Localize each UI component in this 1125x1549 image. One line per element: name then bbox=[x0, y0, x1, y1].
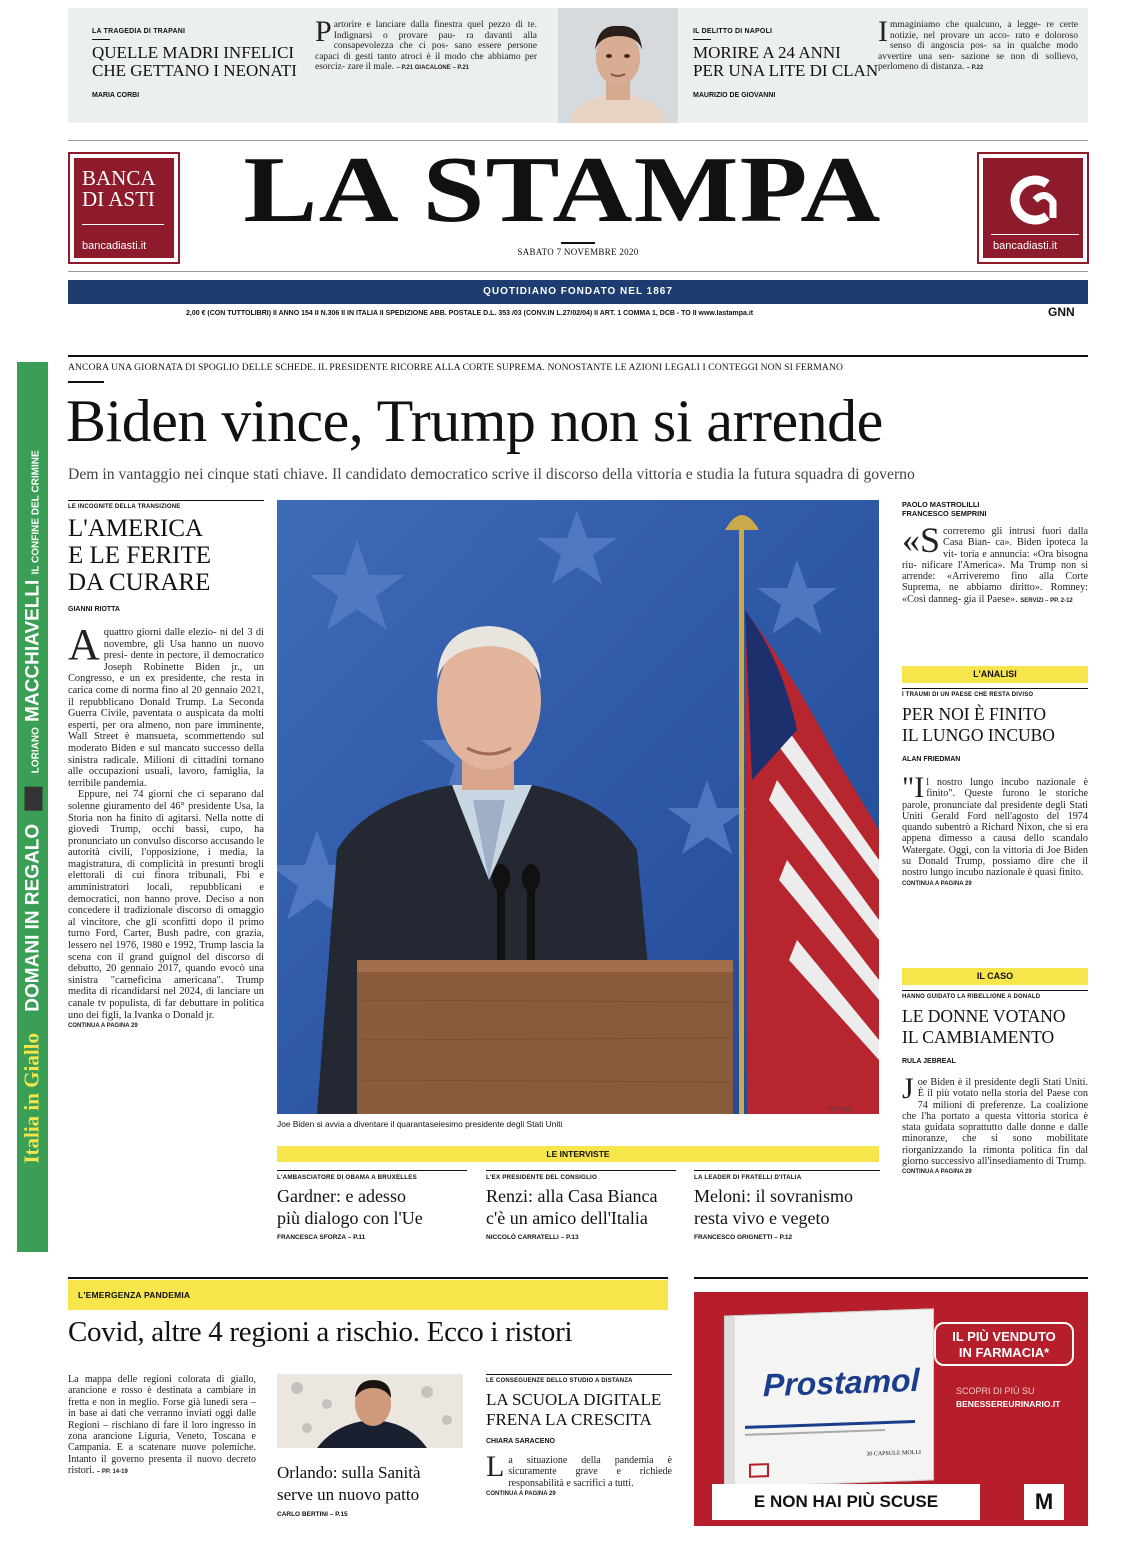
photo-caption-bar: Joe Biden si avvia a diventare il quarantaseiesimo presidente degli Stati Uniti REUTERS bbox=[277, 1114, 879, 1128]
article-title: Meloni: il sovranismo resta vivo e vegeto bbox=[694, 1186, 853, 1228]
article-byline: FRANCESCO GRIGNETTI – P.12 bbox=[694, 1234, 793, 1241]
orlando-photo bbox=[277, 1374, 463, 1448]
article-byline: RULA JEBREAL bbox=[902, 1058, 956, 1065]
photo-credit: REUTERS bbox=[827, 1107, 851, 1113]
divider bbox=[694, 1277, 1088, 1279]
teaser-headline: MORIRE A 24 ANNI PER UNA LITE DI CLAN bbox=[693, 43, 879, 80]
ad-banca-di-asti-right[interactable] bbox=[977, 152, 1089, 264]
article-body: "Il nostro lungo incubo nazionale è finito". Queste furono le storiche parole, pronunciate dal presidente degli Stati Uniti Gerald Ford nell'agosto del 1974 quando subentrò a Richard Nixon, che si era appena dimesso a causa dello scandalo Watergate. Oggi, con la vittoria di Joe Biden su Donald Trump, possiamo dire che il nostro lungo incubo nazionale è quasi finito. CONTINUA A PAGINA 29 bbox=[902, 771, 1088, 887]
teaser-kicker: IL DELITTO DI NAPOLI bbox=[693, 28, 773, 35]
divider bbox=[68, 355, 1088, 357]
product-box: Prostamol 30 CAPSULE MOLLI bbox=[724, 1308, 934, 1487]
article-title: Gardner: e adesso più dialogo con l'Ue bbox=[277, 1186, 423, 1228]
article-title: PER NOI È FINITO IL LUNGO INCUBO bbox=[902, 704, 1055, 745]
lead-headline[interactable]: Biden vince, Trump non si arrende bbox=[66, 388, 883, 454]
divider bbox=[991, 234, 1079, 235]
teaser-headline: QUELLE MADRI INFELICI CHE GETTANO I NEONATI bbox=[92, 43, 297, 80]
biden-photo bbox=[277, 500, 879, 1114]
ad-url: bancadiasti.it bbox=[82, 240, 147, 252]
ad-tagline-box: E NON HAI PIÙ SCUSE bbox=[712, 1484, 980, 1520]
divider bbox=[92, 39, 110, 40]
teaser-kicker: LA TRAGEDIA DI TRAPANI bbox=[92, 28, 186, 35]
divider bbox=[693, 39, 711, 40]
article-title: Renzi: alla Casa Bianca c'è un amico dell'Italia bbox=[486, 1186, 658, 1228]
top-teasers-strip bbox=[68, 8, 1088, 123]
article-bylines: PAOLO MASTROLILLI FRANCESCO SEMPRINI bbox=[902, 500, 987, 518]
interview-renzi[interactable] bbox=[486, 1170, 676, 1241]
section-bar-caso: IL CASO bbox=[902, 968, 1088, 985]
article-title: L'AMERICA E LE FERITE DA CURARE bbox=[68, 515, 212, 596]
interview-meloni[interactable] bbox=[694, 1170, 880, 1241]
price-info-line: 2,00 € (CON TUTTOLIBRI) II ANNO 154 II N.306 II IN ITALIA II SPEDIZIONE ABB. POSTALE D.L. 353 /03 (CONV.IN L.27/02/04) II ART. 1 COMMA 1, DCB - TO II www.lastampa.it bbox=[186, 310, 754, 317]
interview-gardner[interactable] bbox=[277, 1170, 467, 1241]
side-banner-text: Italia in Giallo DOMANI IN REGALO LORIANO MACCHIAVELLI IL CONFINE DEL CRIMINE bbox=[19, 450, 44, 1164]
article-body: Aquattro giorni dalle elezio- ni del 3 di novembre, gli Usa hanno un nuovo presi- dente in pectore, il democratico Joseph Robinette Biden jr., un Congresso, e un ex presidente, che resta in carica come di norma fino al 20 gennaio 2021, il repubblicano Donald Trump. La Seconda Guerra Civile, paventata o auspicata da molti esperti, per ora almeno, non pare imminente, Wall Street è mansueta, scommettendo sul moderato Biden e sul mancato successo della sinistra radicale. Milioni di cittadini tornano alle occupazioni usuali, lavoro, famiglia, la terribile pandemia. Eppure, nei 74 giorni che ci separano dal solenne giuramento del 46° presidente Usa, la Storia non ha finito di agitarsi. Nella notte di giovedì Trump, occhi bassi, cupo, ha pronunciato un convulso discorso accusando le autorità civili, l'opposizione, i media, la magistratura, di complicità in presunti brogli elettorali di cui finora tribunali, Fbi e amministratori locali, repubblicani e democratici, non hanno prove. Deciso a non concedere il tradizionale discorso di omaggio al vincitore, che gli sconfitti dopo il primo turno Ford, Carter, Bush padre, con grazia, lessero nel 1976, 1980 e 1992, Trump lascia la scena con il grand guignol del discorso di debutto, 20 gennaio 2017, quando evocò una sinistra "carneficina americana". Trump medita di ricandidarsi nel 2024, di lanciare un canale tv populista, di far debuttare in politica uno dei figli, la Ivanka o Donald jr. CONTINUA A PAGINA 29 bbox=[68, 620, 264, 1030]
article-kicker: LE CONSEGUENZE DELLO STUDIO A DISTANZA bbox=[486, 1374, 672, 1384]
article-byline: CARLO BERTINI – P.15 bbox=[277, 1511, 348, 1518]
ad-badge: IL PIÙ VENDUTO IN FARMACIA* bbox=[934, 1322, 1074, 1366]
gnn-logo: GNN bbox=[1048, 305, 1075, 319]
article-kicker: L'EX PRESIDENTE DEL CONSIGLIO bbox=[486, 1170, 676, 1181]
article-kicker: I TRAUMI DI UN PAESE CHE RESTA DIVISO bbox=[902, 688, 1088, 698]
right-column-top[interactable] bbox=[902, 500, 1088, 607]
left-column-article[interactable] bbox=[68, 500, 264, 1033]
teaser-byline: MAURIZIO DE GIOVANNI bbox=[693, 92, 776, 99]
teaser-text: I mmaginiamo che qualcuno, a legge- re certe notizie, nel provare un acco- rato e doloroso senso di angoscia pos- sa in qualche modo avvertire una sen- sazione se non di sollievo, perlomeno di distanza. – P.22 bbox=[878, 15, 1078, 73]
article-byline: GIANNI RIOTTA bbox=[68, 606, 120, 613]
quote-body: «Scorreremo gli intrusi fuori dalla Casa Bian- ca». Biden ipoteca la vit- toria e annuncia: «Ora bisogna riu- nificare l'America». Ma Trump non si arrende: «Arriveremo fino alla Corte Suprema, ne abbiamo diritto». Romney: «Così danneg- gia il Paese». SERVIZI – PP. 2-12 bbox=[902, 520, 1089, 605]
article-body: La situazione della pandemia è sicuramente grave e richiede responsabilità e sacrifici a tutti. CONTINUA A PAGINA 29 bbox=[486, 1450, 672, 1498]
article-title: Orlando: sulla Sanità serve un nuovo patto bbox=[277, 1463, 421, 1504]
issue-date: SABATO 7 NOVEMBRE 2020 bbox=[517, 247, 639, 257]
book-cover-icon bbox=[24, 787, 42, 811]
section-bar-interviste: LE INTERVISTE bbox=[277, 1146, 879, 1162]
article-kicker: LE INCOGNITE DELLA TRANSIZIONE bbox=[68, 500, 264, 510]
divider bbox=[68, 381, 104, 383]
article-byline: FRANCESCA SFORZA – P.11 bbox=[277, 1234, 366, 1241]
ad-url: bancadiasti.it bbox=[993, 240, 1058, 252]
article-byline: NICCOLÒ CARRATELLI – P.13 bbox=[486, 1234, 579, 1241]
article-byline: CHIARA SARACENO bbox=[486, 1438, 555, 1445]
scuola-article[interactable] bbox=[486, 1374, 672, 1501]
portrait-photo bbox=[558, 8, 678, 123]
covid-headline[interactable]: Covid, altre 4 regioni a rischio. Ecco i ristori bbox=[68, 1316, 573, 1348]
article-byline: ALAN FRIEDMAN bbox=[902, 756, 961, 763]
teaser-byline: MARIA CORBI bbox=[92, 92, 140, 99]
divider bbox=[68, 1277, 668, 1279]
orlando-article[interactable] bbox=[277, 1462, 467, 1518]
caso-article[interactable] bbox=[902, 990, 1088, 1179]
divider bbox=[561, 242, 595, 244]
lead-deck: Dem in vantaggio nei cinque stati chiave. Il candidato democratico scrive il discorso della vittoria e studia la futura squadra di governo bbox=[68, 466, 915, 483]
article-kicker: L'AMBASCIATORE DI OBAMA A BRUXELLES bbox=[277, 1170, 467, 1181]
founded-bar: QUOTIDIANO FONDATO NEL 1867 bbox=[68, 280, 1088, 304]
maker-logo: M bbox=[1024, 1484, 1064, 1520]
section-bar-analisi: L'ANALISI bbox=[902, 666, 1088, 683]
side-banner-promo[interactable] bbox=[17, 362, 48, 1252]
article-kicker: HANNO GUIDATO LA RIBELLIONE A DONALD bbox=[902, 990, 1088, 1000]
teaser-trapani[interactable] bbox=[92, 28, 312, 99]
ad-discover: SCOPRI DI PIÙ SU bbox=[956, 1386, 1035, 1396]
teaser-text: P artorire e lanciare dalla finestra quel pezzo di te. Indignarsi o provare pau- ra davanti alla consapevolezza che ci pos- sano essere persone capaci di gesti tanto atroci è il modo che abbiamo per esorciz- zare il male. – P.21 GIACALONE – P.21 bbox=[315, 15, 537, 73]
ad-site[interactable]: BENESSEREURINARIO.IT bbox=[956, 1399, 1061, 1409]
product-brand: Prostamol bbox=[763, 1361, 920, 1404]
lead-overline: ANCORA UNA GIORNATA DI SPOGLIO DELLE SCHEDE. IL PRESIDENTE RICORRE ALLA CORTE SUPREMA. NONOSTANTE LE AZIONI LEGALI I CONTEGGI NON SI FERMANO bbox=[68, 362, 844, 373]
article-kicker: LA LEADER DI FRATELLI D'ITALIA bbox=[694, 1170, 880, 1181]
teaser-napoli[interactable] bbox=[693, 28, 883, 99]
analisi-article[interactable] bbox=[902, 688, 1088, 890]
ad-prostamol[interactable] bbox=[694, 1292, 1088, 1526]
article-title: LE DONNE VOTANO IL CAMBIAMENTO bbox=[902, 1006, 1066, 1047]
ad-bank-name: BANCA DI ASTI bbox=[82, 166, 156, 211]
bank-logo-icon bbox=[1007, 172, 1063, 228]
section-bar-pandemia: L'EMERGENZA PANDEMIA bbox=[68, 1280, 668, 1310]
newspaper-title: LA STAMPA bbox=[243, 138, 882, 242]
article-body: Joe Biden è il presidente degli Stati Uniti. È il più votato nella storia del Paese con 74 milioni di preferenze. La coalizione che l'ha portato a questa vittoria storica è stata guidata soprattutto dalle donne e dalle minoranze, che si sono mobilitate riorganizzando la rimonta politica fin dal giorno successivo all'insediamento di Trump. CONTINUA A PAGINA 29 bbox=[902, 1072, 1088, 1176]
article-title: LA SCUOLA DIGITALE FRENA LA CRESCITA bbox=[486, 1390, 662, 1429]
covid-body: La mappa delle regioni colorata di giallo, arancione e rosso è destinata a cambiare in fretta e non in meglio. Forse già lunedì sera – in base ai dati che verranno inviati oggi dalle Regioni – rischiano di fare il loro ingresso in zona arancione Liguria, Veneto, Toscana e Campania. E a scatenare nuove polemiche. Intanto il governo presenta il nuovo decreto ristori. – PP. 14-19 bbox=[68, 1374, 256, 1477]
